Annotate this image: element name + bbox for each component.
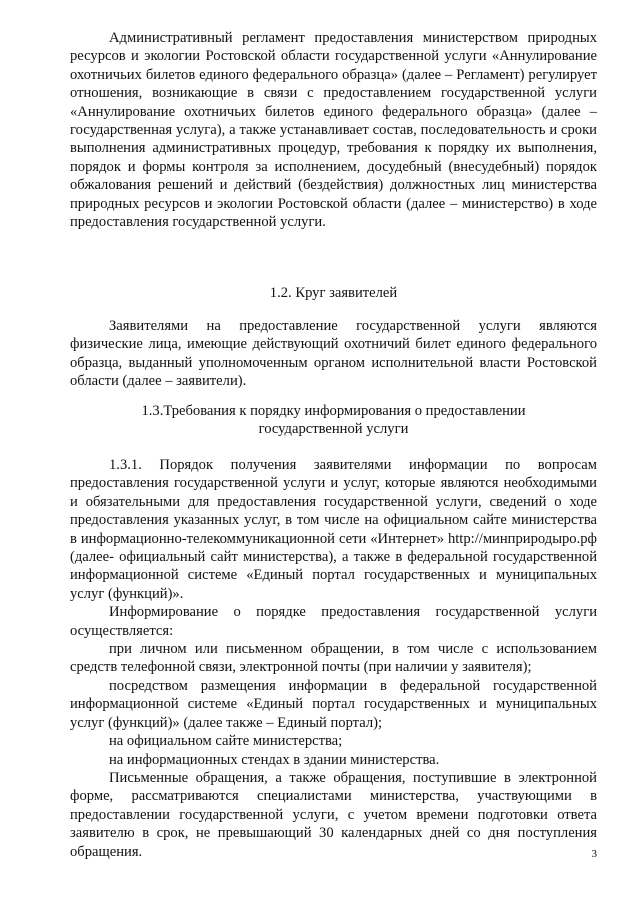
section-heading-1-3 (70, 402, 597, 439)
page-number: 3 (591, 848, 597, 860)
paragraph-text: Письменные обращения, а также обращения, поступившие в электронной форме, рассматриваются специалистами министерства, участвующими в предоставлении государственной услуги, с учетом времени подготовки ответа заявителю в срок, не превышающий 30 календарных дней со дня поступления обращения. (70, 769, 597, 860)
paragraph-text: Административный регламент предоставления министерством природных ресурсов и экологии Ростовской области государственной услуги «Аннулирование охотничьих билетов единого федерального образца» (далее – Регламент) регулирует отношения, возникающие в связи с предоставлением государственной услуги «Аннулирование охотничьих билетов единого федерального образца» (далее – государственная услуга), а также устанавливает состав, последовательность и сроки выполнения административных процедур, требования к порядку их выполнения, порядок и формы контроля за исполнением, досудебный (внесудебный) порядок обжалования решений и действий (бездействия) должностных лиц министерства природных ресурсов и экологии Ростовской области (далее – министерство) в ходе предоставления государственной услуги. (70, 30, 597, 231)
list-item: на информационных стендах в здании министерства. (109, 751, 440, 768)
paragraph-text: 1.3.1. Порядок получения заявителями информации по вопросам предоставления государственной услуги и услуг, которые являются необходимыми и обязательными для предоставления государственной услуги, сведений о ходе предоставления указанных услуг, в том числе на официальном сайте министерства в информационно-телекоммуникационной сети «Интернет» http://минприродыро.рф (далее- официальный сайт министерства), а также в федеральной государственной информационной системе «Единый портал государственных и муниципальных услуг (функций)». (70, 457, 597, 602)
paragraph-1-3-1 (70, 456, 597, 861)
heading-line: государственной услуги (258, 421, 409, 438)
paragraph-text: Информирование о порядке предоставления государственной услуги осуществляется: (70, 604, 597, 639)
paragraph-applicants (70, 317, 597, 391)
heading-text: 1.2. Круг заявителей (269, 285, 398, 301)
heading-line: 1.3.Требования к порядку информирования о предоставлении (141, 403, 526, 419)
paragraph-text: Заявителями на предоставление государственной услуги являются физические лица, имеющие действующий охотничий билет единого федерального образца, выданный уполномоченным органом исполнительной власти Ростовской области (далее – заявители). (70, 318, 597, 390)
paragraph-regulation-intro (70, 29, 597, 231)
section-heading-1-2 (70, 284, 597, 302)
list-item: при личном или письменном обращении, в том числе с использованием средств телефонной связи, электронной почты (при наличии у заявителя); (70, 641, 597, 676)
list-item: на официальном сайте министерства; (109, 733, 343, 750)
list-item: посредством размещения информации в федеральной государственной информационной системе «Единый портал государственных и муниципальных услуг (функций)» (далее также – Единый портал); (70, 677, 597, 731)
